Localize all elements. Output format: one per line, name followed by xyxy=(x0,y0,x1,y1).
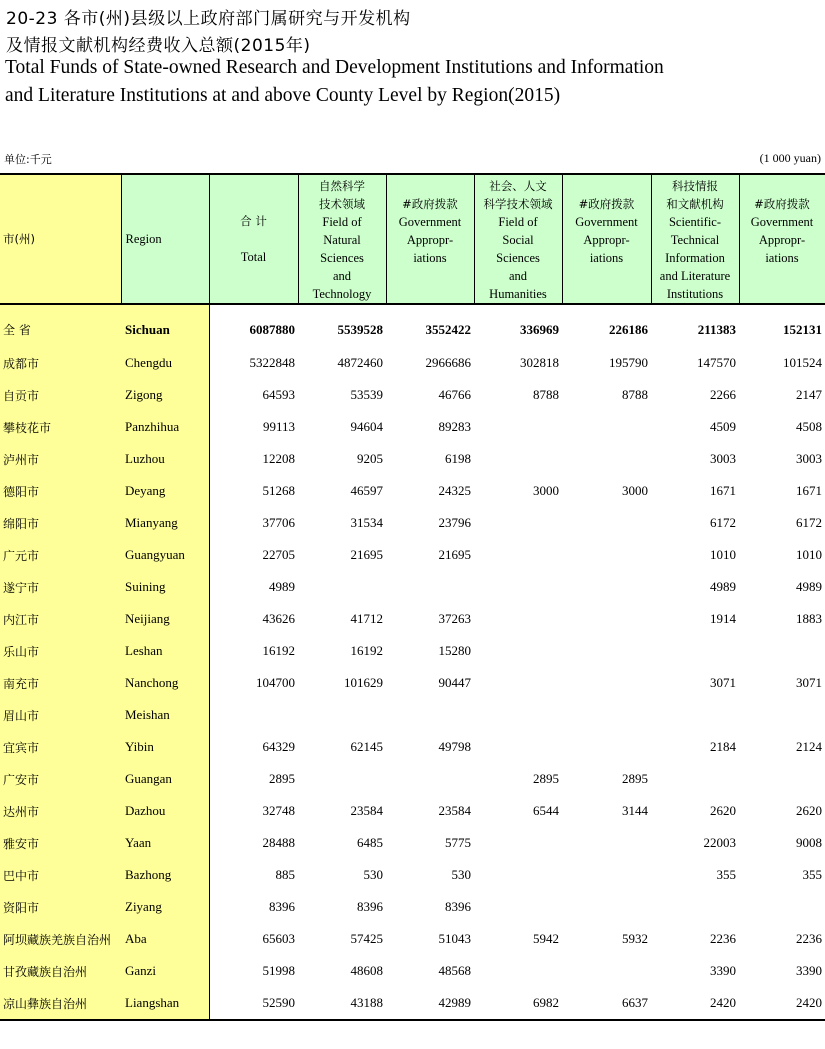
value-cell: 152131 xyxy=(783,321,822,337)
value-cell xyxy=(562,603,651,635)
value-cell: 2895 xyxy=(622,771,648,786)
value-cell: 57425 xyxy=(350,931,383,946)
value-cell: 21695 xyxy=(350,547,383,562)
table-row xyxy=(0,443,825,475)
value-cell: 4989 xyxy=(269,579,295,594)
value-cell: 8788 xyxy=(622,387,648,402)
value-cell: 16192 xyxy=(262,643,295,658)
table-row xyxy=(0,763,825,795)
value-cell: 4989 xyxy=(796,579,822,594)
value-cell xyxy=(562,891,651,923)
value-cell: 4508 xyxy=(796,419,822,434)
value-cell: 355 xyxy=(802,867,822,882)
value-cell: 21695 xyxy=(438,547,471,562)
value-cell: 2236 xyxy=(710,931,736,946)
header-total: 合 计 Total xyxy=(209,174,298,304)
value-cell: 302818 xyxy=(520,355,559,370)
region-name-cn: 巴中市 xyxy=(0,859,121,891)
value-cell: 3071 xyxy=(796,675,822,690)
region-name-cn: 雅安市 xyxy=(0,827,121,859)
region-name-en: Yaan xyxy=(121,827,209,859)
value-cell: 43188 xyxy=(298,987,386,1020)
value-cell: 8788 xyxy=(533,387,559,402)
table-row xyxy=(0,411,825,443)
value-cell: 22705 xyxy=(262,547,295,562)
table-row xyxy=(0,955,825,987)
table-row xyxy=(0,859,825,891)
table-row xyxy=(0,891,825,923)
value-cell: 9205 xyxy=(357,451,383,466)
region-name-en: Guangyuan xyxy=(121,539,209,571)
region-name-en: Aba xyxy=(121,923,209,955)
region-name-en: Guangan xyxy=(121,763,209,795)
value-cell: 1010 xyxy=(710,547,736,562)
region-name-cn: 攀枝花市 xyxy=(0,411,121,443)
value-cell: 104700 xyxy=(256,675,295,690)
value-cell xyxy=(562,827,651,859)
region-name-cn: 遂宁市 xyxy=(0,571,121,603)
region-name-cn: 南充市 xyxy=(0,667,121,699)
value-cell: 32748 xyxy=(262,803,295,818)
region-name-en: Nanchong xyxy=(121,667,209,699)
value-cell xyxy=(386,571,474,603)
value-cell: 64593 xyxy=(262,387,295,402)
title-cn-line2: 及情报文献机构经费收入总额(2015年) xyxy=(6,36,311,56)
value-cell xyxy=(474,443,562,475)
header-gov-approp-social: #政府拨款 Government Appropr- iations xyxy=(562,174,651,304)
value-cell: 37706 xyxy=(262,515,295,530)
header-natural: 自然科学 技术领域 Field of Natural Sciences and Technology xyxy=(298,174,386,304)
value-cell: 5539528 xyxy=(337,321,383,337)
region-name-cn: 凉山彝族自治州 xyxy=(0,987,121,1020)
table-row xyxy=(0,699,825,731)
value-cell: 99113 xyxy=(262,419,295,434)
value-cell: 8396 xyxy=(445,899,471,914)
value-cell: 226186 xyxy=(609,321,648,337)
region-name-en: Ganzi xyxy=(121,955,209,987)
header-region-en: Region xyxy=(121,174,209,304)
region-name-en: Mianyang xyxy=(121,507,209,539)
region-name-cn: 绵阳市 xyxy=(0,507,121,539)
value-cell: 2147 xyxy=(796,387,822,402)
value-cell xyxy=(651,891,739,923)
value-cell: 2620 xyxy=(710,803,736,818)
value-cell: 5932 xyxy=(622,931,648,946)
region-name-cn: 广安市 xyxy=(0,763,121,795)
value-cell: 147570 xyxy=(697,355,736,370)
value-cell: 6172 xyxy=(710,515,736,530)
value-cell xyxy=(562,411,651,443)
value-cell: 2236 xyxy=(796,931,822,946)
value-cell: 51043 xyxy=(438,931,471,946)
title-cn-line1: 20-23 各市(州)县级以上政府部门属研究与开发机构 xyxy=(6,9,411,29)
value-cell: 2124 xyxy=(796,739,822,754)
region-name-cn: 宜宾市 xyxy=(0,731,121,763)
value-cell: 9008 xyxy=(796,835,822,850)
value-cell: 31534 xyxy=(350,515,383,530)
region-name-en: Meishan xyxy=(121,699,209,731)
value-cell xyxy=(562,571,651,603)
value-cell xyxy=(562,859,651,891)
value-cell: 6637 xyxy=(562,987,651,1020)
value-cell xyxy=(474,603,562,635)
table-row xyxy=(0,667,825,699)
value-cell xyxy=(562,443,651,475)
value-cell: 37263 xyxy=(438,611,471,626)
value-cell: 2266 xyxy=(710,387,736,402)
value-cell xyxy=(562,507,651,539)
region-name-cn: 全 省 xyxy=(0,304,121,347)
value-cell: 2895 xyxy=(533,771,559,786)
value-cell: 46766 xyxy=(438,387,471,402)
value-cell xyxy=(739,891,825,923)
value-cell xyxy=(474,667,562,699)
value-cell: 5775 xyxy=(445,835,471,850)
table-row xyxy=(0,987,825,1020)
value-cell: 530 xyxy=(451,867,471,882)
value-cell: 3071 xyxy=(710,675,736,690)
value-cell: 6087880 xyxy=(249,321,295,337)
region-name-en: Suining xyxy=(121,571,209,603)
region-name-en: Yibin xyxy=(121,731,209,763)
table-row xyxy=(0,571,825,603)
value-cell: 46597 xyxy=(350,483,383,498)
region-name-en: Dazhou xyxy=(121,795,209,827)
table-row xyxy=(0,635,825,667)
region-name-cn: 阿坝藏族羌族自治州 xyxy=(0,923,121,955)
table-row xyxy=(0,475,825,507)
region-name-en: Deyang xyxy=(121,475,209,507)
value-cell: 23584 xyxy=(350,803,383,818)
table-row xyxy=(0,379,825,411)
region-name-en: Bazhong xyxy=(121,859,209,891)
value-cell: 23584 xyxy=(438,803,471,818)
value-cell xyxy=(739,699,825,731)
value-cell: 3390 xyxy=(796,963,822,978)
value-cell: 51998 xyxy=(262,963,295,978)
region-name-cn: 成都市 xyxy=(0,347,121,379)
value-cell: 6485 xyxy=(357,835,383,850)
table-row xyxy=(0,603,825,635)
value-cell: 211383 xyxy=(697,321,736,337)
value-cell xyxy=(562,635,651,667)
value-cell: 41712 xyxy=(350,611,383,626)
value-cell: 53539 xyxy=(350,387,383,402)
header-info-literature: 科技情报 和文献机构 Scientific- Technical Information and Literature Institutions xyxy=(651,174,739,304)
value-cell xyxy=(739,635,825,667)
header-gov-approp-natural: #政府拨款 Government Appropr- iations xyxy=(386,174,474,304)
value-cell: 885 xyxy=(275,867,295,882)
value-cell: 48608 xyxy=(350,963,383,978)
header-social: 社会、人文 科学技术领域 Field of Social Sciences and Humanities xyxy=(474,174,562,304)
value-cell: 48568 xyxy=(438,963,471,978)
region-name-en: Luzhou xyxy=(121,443,209,475)
value-cell xyxy=(474,411,562,443)
value-cell: 2895 xyxy=(269,771,295,786)
region-name-cn: 内江市 xyxy=(0,603,121,635)
value-cell xyxy=(474,699,562,731)
value-cell xyxy=(474,731,562,763)
value-cell xyxy=(562,731,651,763)
value-cell: 1010 xyxy=(796,547,822,562)
table-row xyxy=(0,827,825,859)
value-cell: 1671 xyxy=(710,483,736,498)
region-name-cn: 甘孜藏族自治州 xyxy=(0,955,121,987)
value-cell: 4509 xyxy=(710,419,736,434)
value-cell: 5942 xyxy=(533,931,559,946)
value-cell: 28488 xyxy=(262,835,295,850)
value-cell: 64329 xyxy=(262,739,295,754)
region-name-cn: 自贡市 xyxy=(0,379,121,411)
table-row xyxy=(0,731,825,763)
value-cell: 89283 xyxy=(438,419,471,434)
table-row xyxy=(0,304,825,347)
region-name-en: Neijiang xyxy=(121,603,209,635)
value-cell xyxy=(474,891,562,923)
value-cell: 16192 xyxy=(350,643,383,658)
value-cell: 2620 xyxy=(796,803,822,818)
region-name-cn: 乐山市 xyxy=(0,635,121,667)
value-cell: 336969 xyxy=(520,321,559,337)
value-cell: 3003 xyxy=(796,451,822,466)
value-cell: 15280 xyxy=(438,643,471,658)
title-en-line2: and Literature Institutions at and above County Level by Region(2015) xyxy=(5,85,561,106)
value-cell: 65603 xyxy=(262,931,295,946)
value-cell xyxy=(562,539,651,571)
value-cell xyxy=(386,699,474,731)
unit-en: (1 000 yuan) xyxy=(759,151,821,165)
value-cell: 3552422 xyxy=(425,321,471,337)
value-cell: 355 xyxy=(716,867,736,882)
value-cell xyxy=(298,699,386,731)
value-cell: 4989 xyxy=(710,579,736,594)
title-en-line1: Total Funds of State-owned Research and Development Institutions and Information xyxy=(5,57,664,78)
value-cell: 23796 xyxy=(438,515,471,530)
funds-table xyxy=(0,173,825,1021)
value-cell: 2420 xyxy=(739,987,825,1020)
value-cell: 101524 xyxy=(783,355,822,370)
region-name-cn: 眉山市 xyxy=(0,699,121,731)
value-cell: 2184 xyxy=(710,739,736,754)
value-cell: 195790 xyxy=(609,355,648,370)
value-cell: 90447 xyxy=(438,675,471,690)
value-cell: 42989 xyxy=(386,987,474,1020)
value-cell xyxy=(474,827,562,859)
value-cell xyxy=(739,763,825,795)
region-name-en: Sichuan xyxy=(121,304,209,347)
table-row xyxy=(0,795,825,827)
value-cell xyxy=(298,571,386,603)
unit-cn: 单位:千元 xyxy=(4,153,52,166)
region-name-en: Chengdu xyxy=(121,347,209,379)
value-cell xyxy=(209,699,298,731)
value-cell: 4872460 xyxy=(337,355,383,370)
region-name-en: Panzhihua xyxy=(121,411,209,443)
value-cell: 49798 xyxy=(438,739,471,754)
value-cell: 3000 xyxy=(533,483,559,498)
region-name-cn: 广元市 xyxy=(0,539,121,571)
region-name-cn: 达州市 xyxy=(0,795,121,827)
value-cell xyxy=(562,667,651,699)
value-cell xyxy=(474,539,562,571)
value-cell: 12208 xyxy=(262,451,295,466)
value-cell: 22003 xyxy=(703,835,736,850)
value-cell: 94604 xyxy=(350,419,383,434)
value-cell: 6544 xyxy=(533,803,559,818)
value-cell: 2966686 xyxy=(425,355,471,370)
value-cell xyxy=(651,699,739,731)
value-cell: 101629 xyxy=(344,675,383,690)
value-cell: 52590 xyxy=(209,987,298,1020)
value-cell: 5322848 xyxy=(249,355,295,370)
value-cell: 1914 xyxy=(710,611,736,626)
value-cell: 6172 xyxy=(796,515,822,530)
value-cell xyxy=(474,859,562,891)
value-cell: 62145 xyxy=(350,739,383,754)
header-region-cn: 市(州) xyxy=(0,174,121,304)
region-name-en: Ziyang xyxy=(121,891,209,923)
region-name-en: Zigong xyxy=(121,379,209,411)
value-cell: 3003 xyxy=(710,451,736,466)
table-row xyxy=(0,507,825,539)
value-cell: 8396 xyxy=(269,899,295,914)
region-name-cn: 泸州市 xyxy=(0,443,121,475)
table-row xyxy=(0,347,825,379)
value-cell xyxy=(562,955,651,987)
value-cell: 3390 xyxy=(710,963,736,978)
table-row xyxy=(0,539,825,571)
value-cell: 2420 xyxy=(651,987,739,1020)
value-cell: 24325 xyxy=(438,483,471,498)
region-name-en: Leshan xyxy=(121,635,209,667)
value-cell: 1671 xyxy=(796,483,822,498)
value-cell: 6982 xyxy=(474,987,562,1020)
value-cell: 3144 xyxy=(622,803,648,818)
value-cell: 51268 xyxy=(262,483,295,498)
region-name-cn: 资阳市 xyxy=(0,891,121,923)
value-cell xyxy=(474,635,562,667)
value-cell xyxy=(651,763,739,795)
value-cell xyxy=(474,571,562,603)
value-cell xyxy=(562,699,651,731)
header-gov-approp-info: #政府拨款 Government Appropr- iations xyxy=(739,174,825,304)
value-cell xyxy=(474,507,562,539)
value-cell: 8396 xyxy=(357,899,383,914)
value-cell xyxy=(651,635,739,667)
value-cell xyxy=(386,763,474,795)
value-cell: 530 xyxy=(363,867,383,882)
region-name-en: Liangshan xyxy=(121,987,209,1020)
value-cell xyxy=(474,955,562,987)
table-row xyxy=(0,923,825,955)
value-cell xyxy=(298,763,386,795)
value-cell: 43626 xyxy=(262,611,295,626)
value-cell: 6198 xyxy=(445,451,471,466)
value-cell: 3000 xyxy=(622,483,648,498)
value-cell: 1883 xyxy=(796,611,822,626)
region-name-cn: 德阳市 xyxy=(0,475,121,507)
